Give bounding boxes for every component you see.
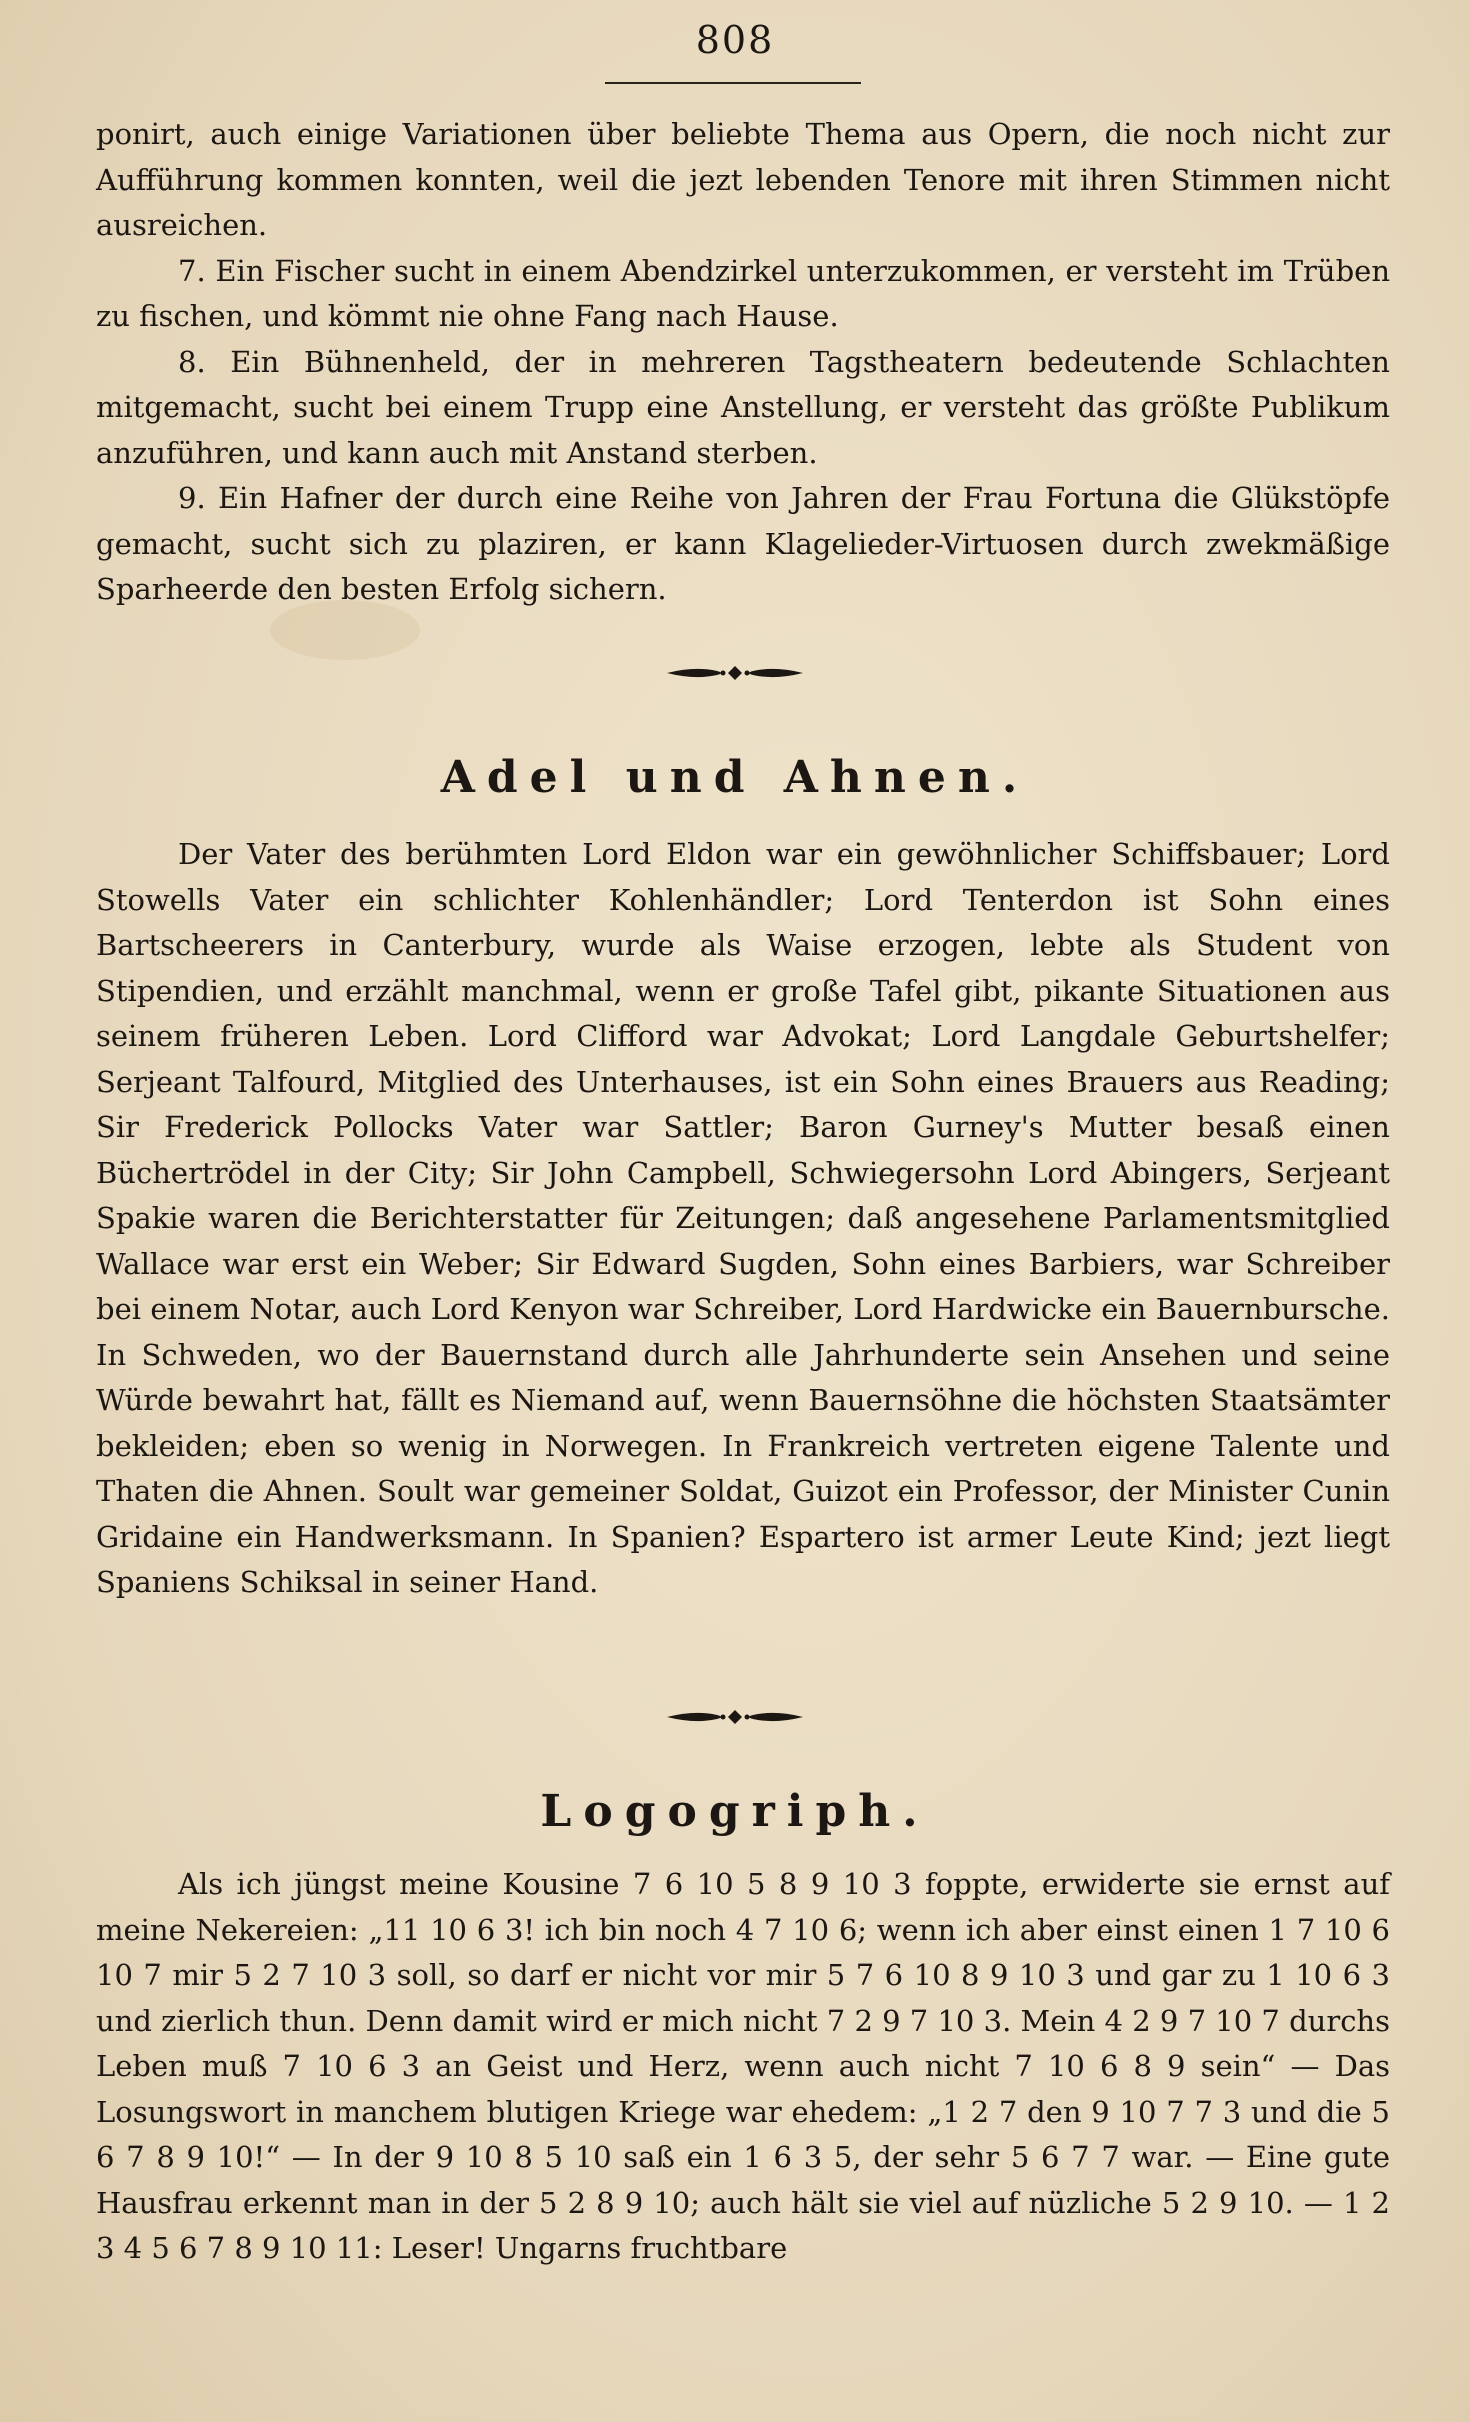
ornament-divider-icon [665, 662, 805, 684]
paragraph-adel-und-ahnen: Der Vater des berühmten Lord Eldon war ein gewöhnlicher Schiffsbauer; Lord Stowells Vater ein schlichter Kohlenhändler; Lord Tenterdon ist Sohn eines Bartscheerers in Canterbury, wurde als Waise erzogen, lebte als Student von Stipendien, und erzählt manchmal, wenn er große Tafel gibt, pikante Situationen aus seinem früheren Leben. Lord Clifford war Advokat; Lord Langdale Geburtshelfer; Serjeant Talfourd, Mitglied des Unterhauses, ist ein Sohn eines Brauers aus Reading; Sir Frederick Pollocks Vater war Sattler; Baron Gurney's Mutter besaß einen Büchertrödel in der City; Sir John Campbell, Schwiegersohn Lord Abingers, Serjeant Spakie waren die Berichterstatter für Zeitungen; daß angesehene Parlamentsmitglied Wallace war erst ein Weber; Sir Edward Sugden, Sohn eines Barbiers, war Schreiber bei einem Notar, auch Lord Kenyon war Schreiber, Lord Hardwicke ein Bauernbursche. In Schweden, wo der Bauernstand durch alle Jahrhunderte sein Ansehen und seine Würde bewahrt hat, fällt es Niemand auf, wenn Bauernsöhne die höchsten Staatsämter bekleiden; eben so wenig in Norwegen. In Frankreich vertreten eigene Talente und Thaten die Ahnen. Soult war gemeiner Soldat, Guizot ein Professor, der Minister Cunin Gridaine ein Handwerksmann. In Spanien? Espartero ist armer Leute Kind; jezt liegt Spaniens Schiksal in seiner Hand. [96, 837, 1390, 1599]
section-adel-und-ahnen [96, 832, 1390, 1606]
section-logogriph [96, 1862, 1390, 2272]
ornament-divider-icon [665, 1706, 805, 1728]
ornament-divider [0, 662, 1470, 688]
ornament-divider [0, 1706, 1470, 1732]
paragraph-item-8: 8. Ein Bühnenheld, der in mehreren Tagstheatern bedeutende Schlachten mitgemacht, sucht bei einem Trupp eine Anstellung, er versteht das größte Publikum anzuführen, und kann auch mit Anstand sterben. [96, 344, 1390, 470]
paragraph-item-7: 7. Ein Fischer sucht in einem Abendzirkel unterzukommen, er versteht im Trüben zu fischen, und kömmt nie ohne Fang nach Hause. [96, 253, 1390, 333]
header-rule [605, 82, 861, 84]
heading-logogriph: Logogriph. [540, 1786, 930, 1837]
section-continuation [96, 112, 1390, 613]
paragraph-item-9: 9. Ein Hafner der durch eine Reihe von Jahren der Frau Fortuna die Glükstöpfe gemacht, sucht sich zu plaziren, er kann Klagelieder-Virtuosen durch zwekmäßige Sparheerde den besten Erfolg sichern. [96, 481, 1390, 606]
paragraph-continuation: ponirt, auch einige Variationen über beliebte Thema aus Opern, die noch nicht zur Aufführung kommen konnten, weil die jezt lebenden Tenore mit ihren Stimmen nicht ausreichen. [96, 117, 1390, 242]
page-number: 808 [695, 18, 775, 62]
paragraph-logogriph: Als ich jüngst meine Kousine 7 6 10 5 8 9 10 3 foppte, erwiderte sie ernst auf meine Nekereien: „11 10 6 3! ich bin noch 4 7 10 6; wenn ich aber einst einen 1 7 10 6 10 7 mir 5 2 7 10 3 soll, so darf er nicht vor mir 5 7 6 10 8 9 10 3 und gar zu 1 10 6 3 und zierlich thun. Denn damit wird er mich nicht 7 2 9 7 10 3. Mein 4 2 9 7 10 7 durchs Leben muß 7 10 6 3 an Geist und Herz, wenn auch nicht 7 10 6 8 9 sein“ — Das Losungswort in manchem blutigen Kriege war ehedem: „1 2 7 den 9 10 7 7 3 und die 5 6 7 8 9 10!“ — In der 9 10 8 5 10 saß ein 1 6 3 5, der sehr 5 6 7 7 war. — Eine gute Hausfrau erkennt man in der 5 2 8 9 10; auch hält sie viel auf nüzliche 5 2 9 10. — 1 2 3 4 5 6 7 8 9 10 11: Leser! Ungarns fruchtbare [96, 1867, 1390, 2265]
heading-adel-und-ahnen: Adel und Ahnen. [440, 752, 1030, 803]
